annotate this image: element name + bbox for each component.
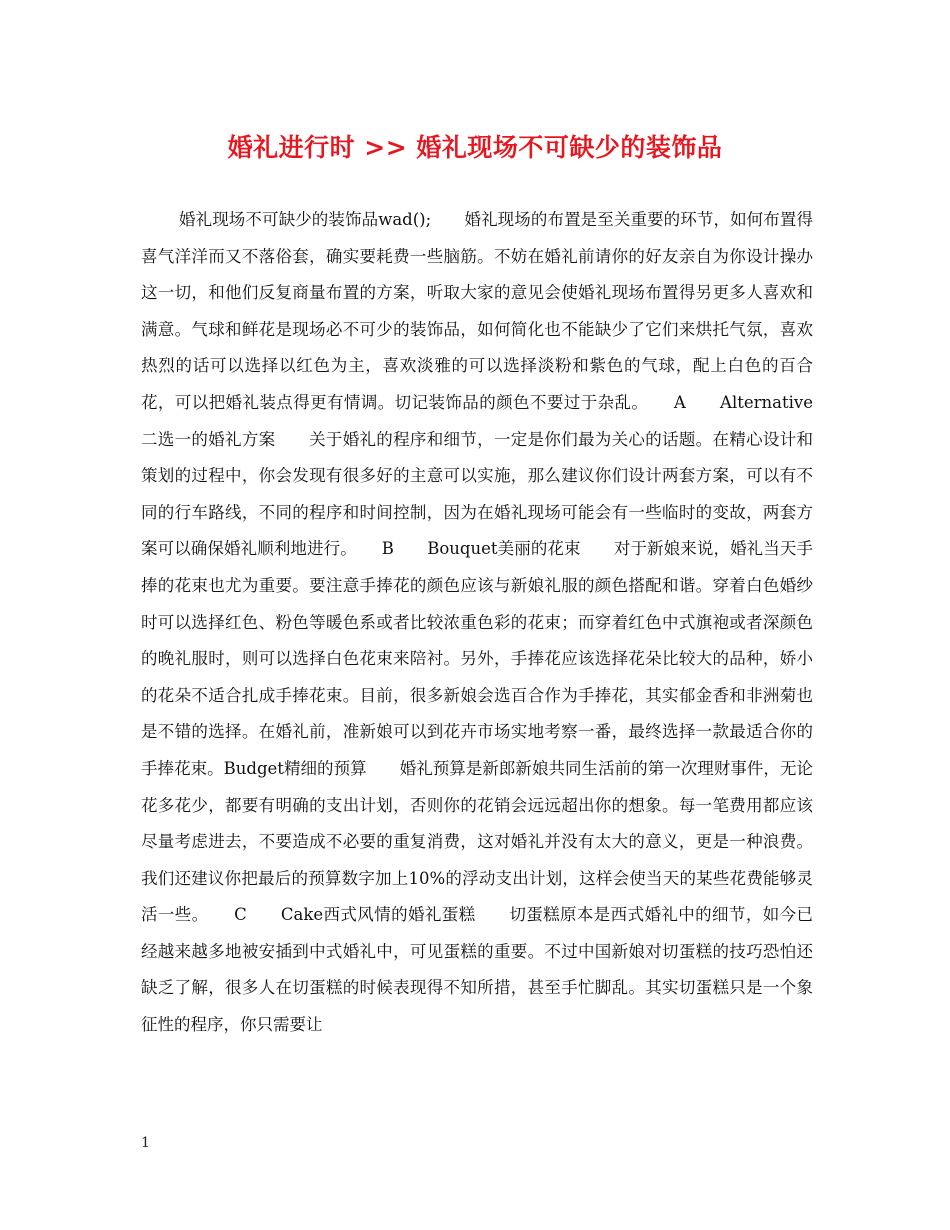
document-body-paragraph: 婚礼现场不可缺少的装饰品wad(); 婚礼现场的布置是至关重要的环节，如何布置得喜气洋洋而又不落俗套，确实要耗费一些脑筋。不妨在婚礼前请你的好友亲自为你设计操办这一切，和他们反复商量布置的方案，听取大家的意见会使婚礼现场布置得另更多人喜欢和满意。气球和鲜花是现场必不可少的装饰品，如何简化也不能缺少了它们来烘托气氛，喜欢热烈的话可以选择以红色为主，喜欢淡雅的可以选择淡粉和紫色的气球，配上白色的百合花，可以把婚礼装点得更有情调。切记装饰品的颜色不要过于杂乱。 A Alternative二选一的婚礼方案 关于婚礼的程序和细节，一定是你们最为关心的话题。在精心设计和策划的过程中，你会发现有很多好的主意可以实施，那么建议你们设计两套方案，可以有不同的行车路线，不同的程序和时间控制，因为在婚礼现场可能会有一些临时的变故，两套方案可以确保婚礼顺利地进行。 B Bouquet美丽的花束 对于新娘来说，婚礼当天手捧的花束也尤为重要。要注意手捧花的颜色应该与新娘礼服的颜色搭配和谐。穿着白色婚纱时可以选择红色、粉色等暖色系或者比较浓重色彩的花束；而穿着红色中式旗袍或者深颜色的晚礼服时，则可以选择白色花束来陪衬。另外，手捧花应该选择花朵比较大的品种，娇小的花朵不适合扎成手捧花束。目前，很多新娘会选百合作为手捧花，其实郁金香和非洲菊也是不错的选择。在婚礼前，准新娘可以到花卉市场实地考察一番，最终选择一款最适合你的手捧花束。Budget精细的预算 婚礼预算是新郎新娘共同生活前的第一次理财事件，无论花多花少，都要有明确的支出计划，否则你的花销会远远超出你的想象。每一笔费用都应该尽量考虑进去，不要造成不必要的重复消费，这对婚礼并没有太大的意义，更是一种浪费。我们还建议你把最后的预算数字加上10%的浮动支出计划，这样会使当天的某些花费能够灵活一些。 C Cake西式风情的婚礼蛋糕 切蛋糕原本是西式婚礼中的细节，如今已经越来越多地被安插到中式婚礼中，可见蛋糕的重要。不过中国新娘对切蛋糕的技巧恐怕还缺乏了解，很多人在切蛋糕的时候表现得不知所措，甚至手忙脚乱。其实切蛋糕只是一个象征性的程序，你只需要让 bbox=[141, 210, 813, 1035]
document-title: 婚礼进行时 >> 婚礼现场不可缺少的装饰品 bbox=[227, 133, 723, 162]
page-number: 1 bbox=[141, 1135, 150, 1151]
